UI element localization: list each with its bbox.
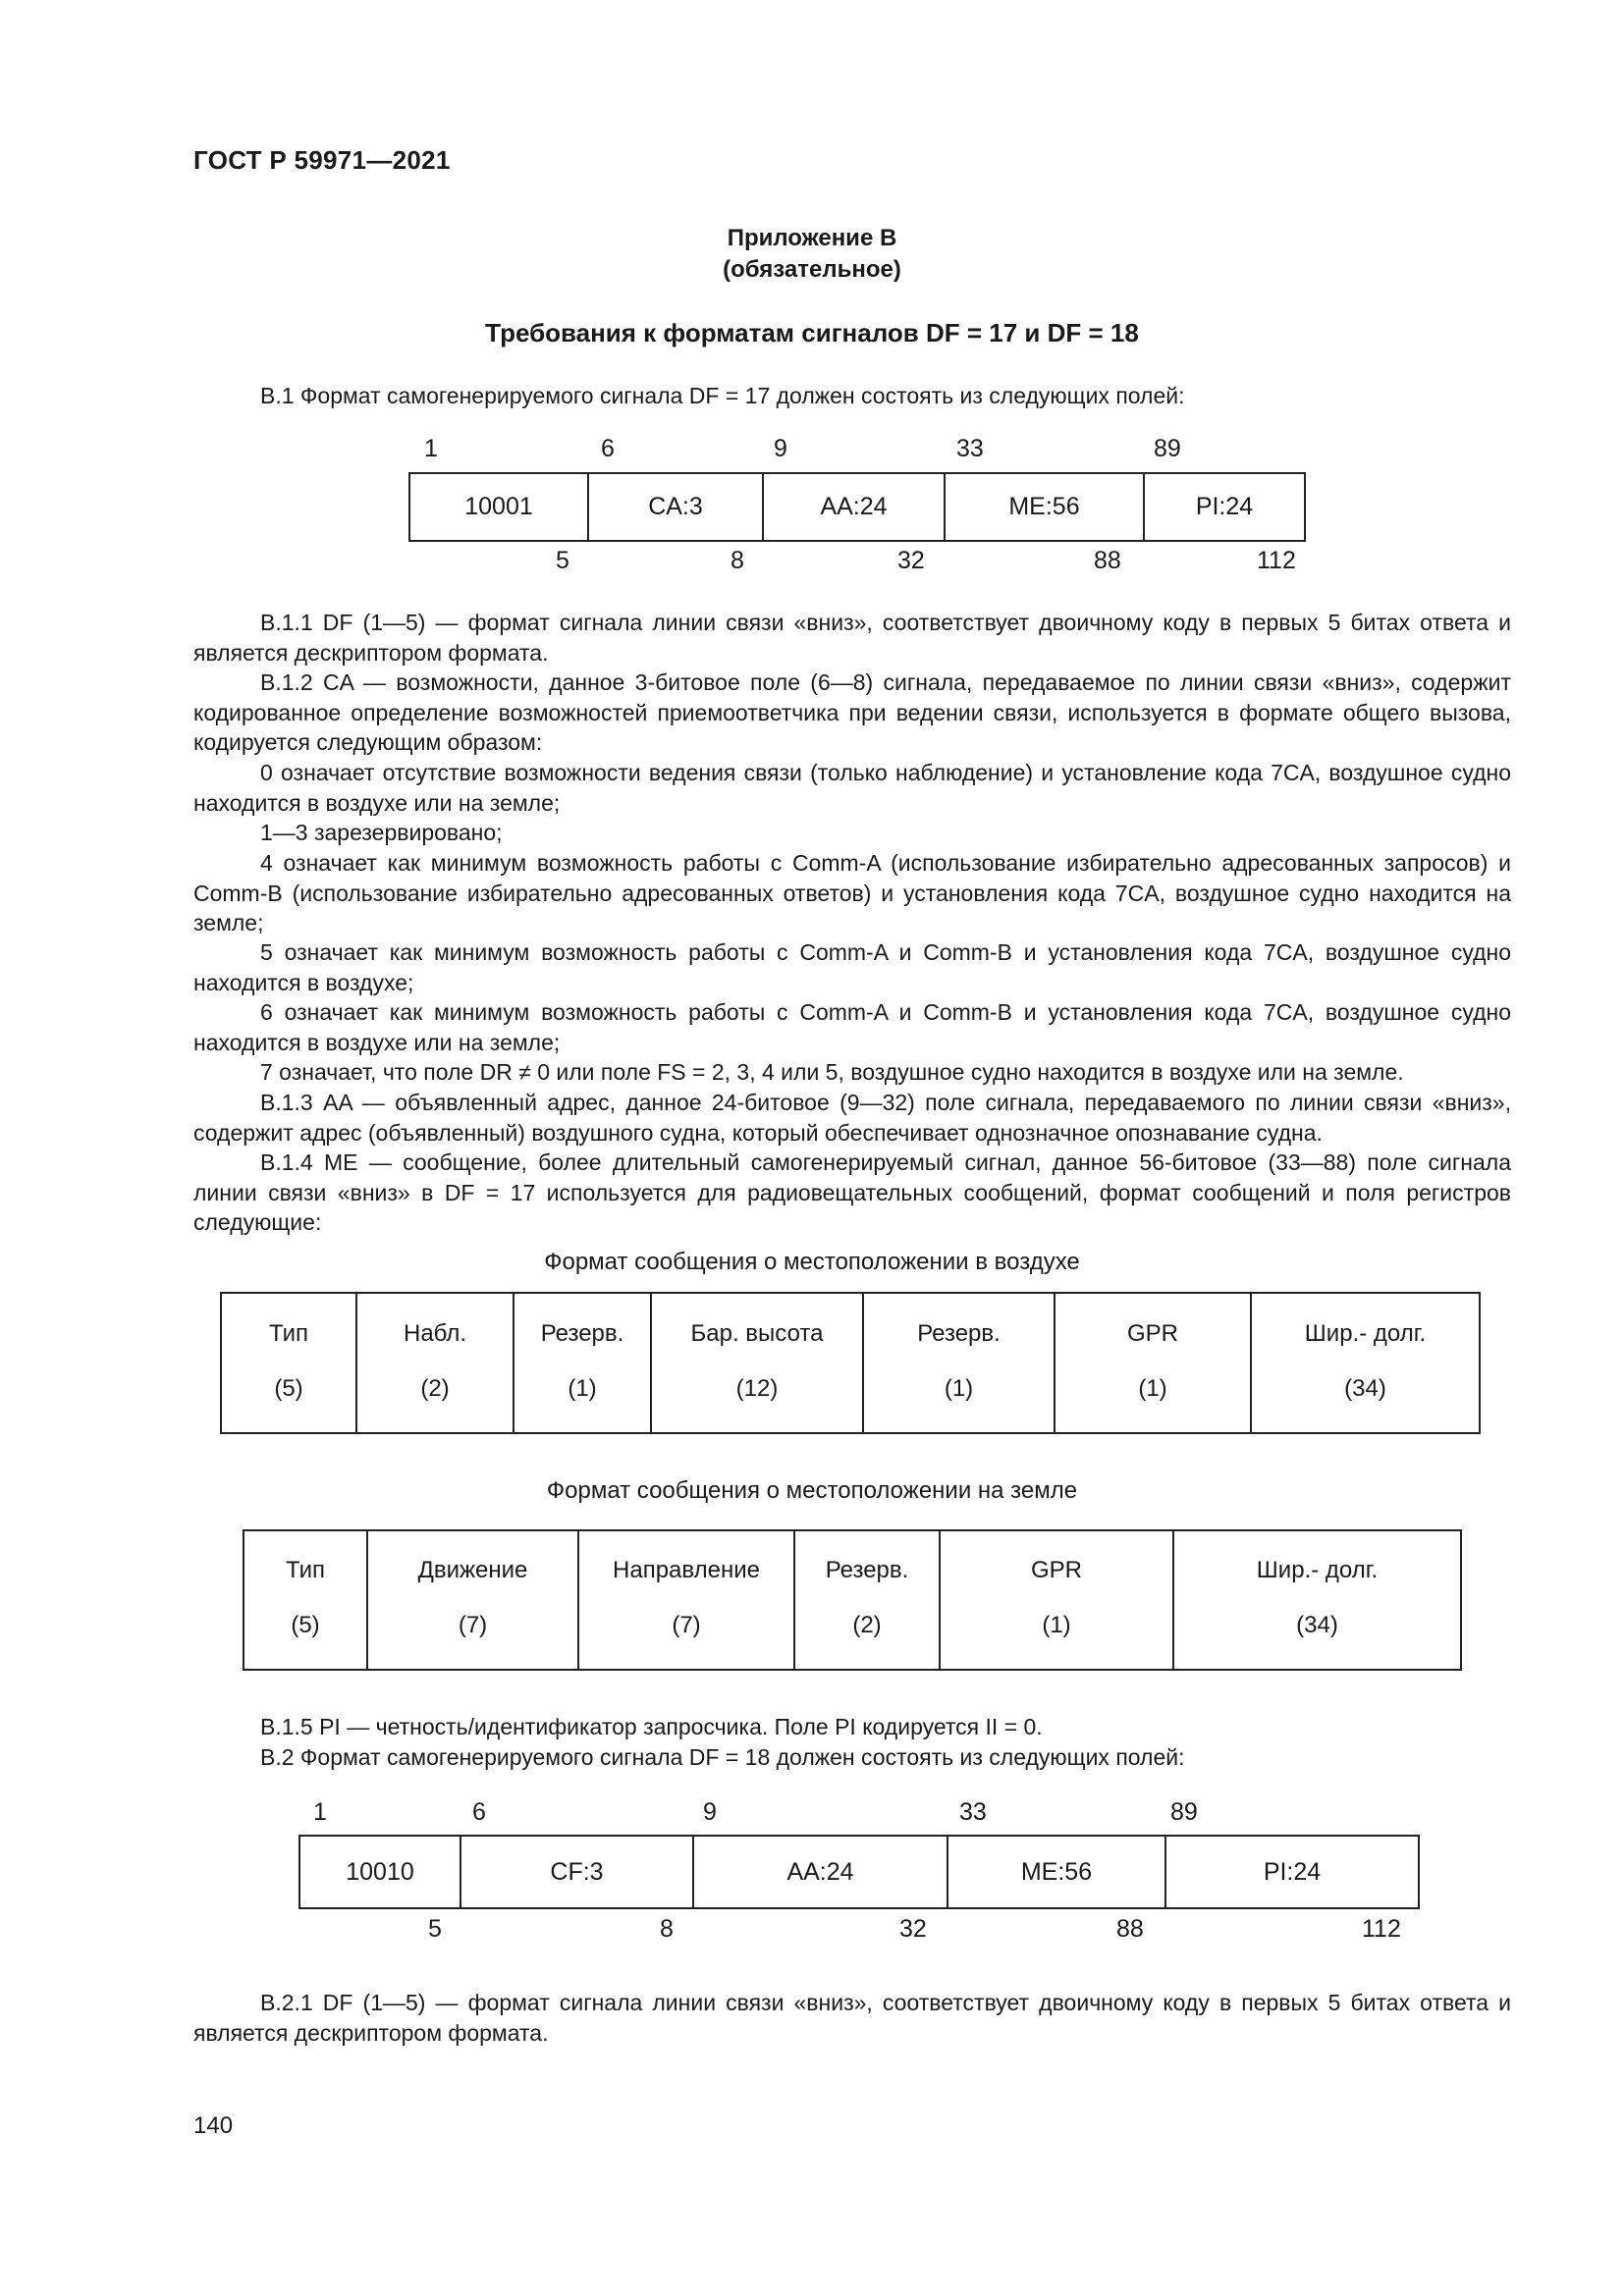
df17-field: ME:56 bbox=[945, 473, 1144, 541]
list-item-7: 7 означает, что поле DR ≠ 0 или поле FS = 2, 3, 4 или 5, воздушное судно находится в воздухе или на земле. bbox=[260, 1059, 1404, 1085]
airborne-cell: GPR (1) bbox=[1055, 1293, 1251, 1433]
list-item-1-3: 1—3 зарезервировано; bbox=[260, 820, 503, 845]
annex-title: Приложение В bbox=[727, 225, 897, 251]
airborne-cell: Резерв. (1) bbox=[514, 1293, 651, 1433]
df18-field: ME:56 bbox=[947, 1836, 1165, 1908]
df17-field: AA:24 bbox=[763, 473, 945, 541]
df17-bottom-bit: 5 bbox=[556, 547, 569, 574]
surface-cell: Тип (5) bbox=[244, 1530, 367, 1670]
surface-cell: Шир.- долг. (34) bbox=[1173, 1530, 1461, 1670]
surface-cell: Резерв. (2) bbox=[794, 1530, 940, 1670]
df18-bottom-bit: 32 bbox=[899, 1915, 927, 1943]
df18-field: CF:3 bbox=[460, 1836, 693, 1908]
df18-top-bit: 1 bbox=[313, 1798, 327, 1826]
airborne-cell: Набл. (2) bbox=[356, 1293, 514, 1433]
airborne-cell: Бар. высота (12) bbox=[651, 1293, 863, 1433]
df17-top-bit: 1 bbox=[424, 435, 438, 462]
df17-bottom-bit: 32 bbox=[897, 547, 925, 574]
df17-field-table bbox=[408, 472, 1306, 542]
df18-bottom-bit: 5 bbox=[428, 1915, 442, 1943]
list-item-6: 6 означает как минимум возможность работы с Comm-A и Comm-B и установления кода 7CA, воздушное судно находится в воздухе или на земле; bbox=[193, 999, 1511, 1055]
paragraph-b12: В.1.2 CA — возможности, данное 3-битовое поле (6—8) сигнала, передаваемое по линии связи «вниз», содержит кодированное определение возможностей приемоответчика при ведении связи, используется в формате общего вызова, кодируется следующим образом: bbox=[193, 669, 1511, 755]
surface-caption: Формат сообщения о местоположении на земле bbox=[546, 1477, 1078, 1504]
paragraph-b13: В.1.3 AA — объявленный адрес, данное 24-битовое (9—32) поле сигнала, передаваемого по линии связи «вниз», содержит адрес (объявленный) воздушного судна, который обеспечивает однозначное опознавание судна. bbox=[193, 1090, 1511, 1146]
paragraph-b2: В.2 Формат самогенерируемого сигнала DF = 18 должен состоять из следующих полей: bbox=[260, 1744, 1185, 1770]
df17-bottom-bit: 8 bbox=[731, 547, 744, 574]
paragraph-b15: В.1.5 PI — четность/идентификатор запросчика. Поле PI кодируется II = 0. bbox=[260, 1714, 1043, 1739]
df18-top-bit: 6 bbox=[472, 1798, 486, 1826]
surface-cell: Движение (7) bbox=[367, 1530, 578, 1670]
airborne-format-table bbox=[220, 1292, 1481, 1434]
df18-top-bit: 33 bbox=[959, 1798, 987, 1826]
surface-format-table bbox=[243, 1529, 1462, 1671]
df17-field: CA:3 bbox=[588, 473, 763, 541]
df17-bottom-bit: 112 bbox=[1257, 547, 1296, 574]
paragraph-b14: В.1.4 ME — сообщение, более длительный самогенерируемый сигнал, данное 56-битовое (33—88) поле сигнала линии связи «вниз» в DF = 17 используется для радиовещательных сообщений, формат сообщений и поля регистров следующие: bbox=[193, 1149, 1511, 1235]
df18-field: PI:24 bbox=[1165, 1836, 1419, 1908]
list-item-4: 4 означает как минимум возможность работы с Comm-A (использование избирательно адресованных запросов) и Comm-B (использование избирательно адресованных ответов) и установления кода 7CA, воздушное судно находится на земле; bbox=[193, 850, 1511, 935]
df17-top-bit: 33 bbox=[956, 435, 984, 462]
airborne-caption: Формат сообщения о местоположении в воздухе bbox=[544, 1249, 1080, 1275]
airborne-cell: Шир.- долг. (34) bbox=[1251, 1293, 1480, 1433]
df17-field: 10001 bbox=[409, 473, 588, 541]
list-item-0: 0 означает отсутствие возможности ведения связи (только наблюдение) и установление кода 7CA, воздушное судно находится в воздухе или на земле; bbox=[193, 760, 1511, 816]
df18-field: AA:24 bbox=[693, 1836, 947, 1908]
df18-bottom-bit: 112 bbox=[1362, 1915, 1401, 1943]
document-id: ГОСТ Р 59971—2021 bbox=[193, 145, 451, 175]
df18-top-bit: 89 bbox=[1170, 1798, 1198, 1826]
annex-status: (обязательное) bbox=[723, 256, 901, 283]
df18-field: 10010 bbox=[299, 1836, 460, 1908]
airborne-cell: Тип (5) bbox=[221, 1293, 356, 1433]
df18-top-bit: 9 bbox=[703, 1798, 717, 1826]
surface-cell: GPR (1) bbox=[940, 1530, 1173, 1670]
df18-field-table bbox=[298, 1835, 1420, 1909]
df17-top-bit: 89 bbox=[1154, 435, 1181, 462]
paragraph-b21: В.2.1 DF (1—5) — формат сигнала линии связи «вниз», соответствует двоичному коду в первых 5 битах ответа и является дескриптором формата. bbox=[193, 1990, 1511, 2046]
surface-cell: Направление (7) bbox=[578, 1530, 794, 1670]
section-heading: Требования к форматам сигналов DF = 17 и DF = 18 bbox=[485, 318, 1139, 347]
df17-bottom-bit: 88 bbox=[1094, 547, 1121, 574]
df18-bottom-bit: 88 bbox=[1116, 1915, 1144, 1943]
page-number: 140 bbox=[193, 2112, 234, 2139]
list-item-5: 5 означает как минимум возможность работы с Comm-A и Comm-B и установления кода 7CA, воздушное судно находится в воздухе; bbox=[193, 939, 1511, 995]
intro-b1: В.1 Формат самогенерируемого сигнала DF = 17 должен состоять из следующих полей: bbox=[260, 383, 1185, 408]
df17-top-bit: 6 bbox=[601, 435, 615, 462]
paragraph-b11: В.1.1 DF (1—5) — формат сигнала линии связи «вниз», соответствует двоичному коду в первых 5 битах ответа и является дескриптором формата. bbox=[193, 610, 1511, 666]
df17-top-bit: 9 bbox=[774, 435, 787, 462]
airborne-cell: Резерв. (1) bbox=[863, 1293, 1055, 1433]
df18-bottom-bit: 8 bbox=[660, 1915, 674, 1943]
df17-field: PI:24 bbox=[1144, 473, 1305, 541]
